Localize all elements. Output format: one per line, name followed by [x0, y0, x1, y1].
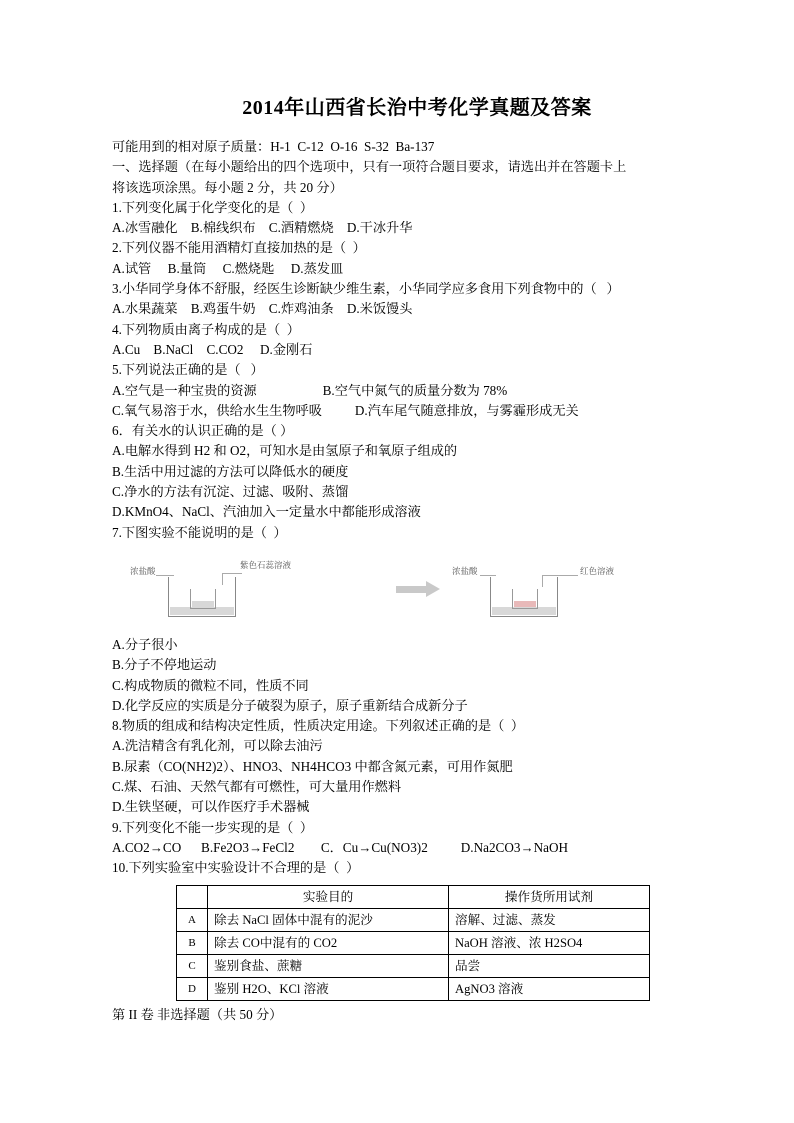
question-9: 9.下列变化不能一步实现的是（ ）: [112, 819, 314, 835]
table-cell-index: B: [177, 931, 208, 954]
question-6-option-d: D.KMnO4、NaCl、汽油加入一定量水中都能形成溶液: [112, 504, 421, 520]
leader-line: [222, 573, 242, 574]
question-7-option-d: D.化学反应的实质是分子破裂为原子，原子重新结合成新分子: [112, 697, 468, 713]
question-6: 6．有关水的认识正确的是（ ）: [112, 423, 294, 439]
leader-line: [542, 575, 578, 576]
experiment-figure: [112, 549, 722, 631]
question-1-options: A.冰雪融化 B.棉线织布 C.酒精燃烧 D.干冰升华: [112, 220, 413, 236]
question-5-option-cd: C.氧气易溶于水，供给水生生物呼吸 D.汽车尾气随意排放，与雾霾形成无关: [112, 402, 579, 418]
leader-line: [542, 575, 543, 587]
table-cell-reagent: NaOH 溶液、浓 H2SO4: [449, 931, 650, 954]
leader-line: [222, 573, 223, 585]
table-cell-index: D: [177, 977, 208, 1000]
table-header-reagent: 操作货所用试剂: [449, 885, 650, 908]
question-3: 3.小华同学身体不舒服，经医生诊断缺少维生素，小华同学应多食用下列食物中的（ ）: [112, 281, 620, 297]
table-row: [177, 931, 650, 954]
table-cell-purpose: 鉴别食盐、蔗糖: [208, 954, 449, 977]
figure-label-litmus: 紫色石蕊溶液: [240, 559, 292, 570]
table-cell-index: A: [177, 908, 208, 931]
figure-label-right-acid: 浓盐酸: [452, 565, 478, 576]
question-6-option-c: C.净水的方法有沉淀、过滤、吸附、蒸馏: [112, 484, 349, 500]
question-8: 8.物质的组成和结构决定性质，性质决定用途。下列叙述正确的是（ ）: [112, 718, 525, 734]
inner-cup-right-liquid: [514, 601, 536, 607]
table-cell-purpose: 鉴别 H2O、KCl 溶液: [208, 977, 449, 1000]
experiment-design-table: [176, 885, 650, 1001]
question-5-option-ab: A.空气是一种宝贵的资源 B.空气中氮气的质量分数为 78%: [112, 382, 508, 398]
question-7-option-b: B.分子不停地运动: [112, 657, 217, 673]
question-2: 2.下列仪器不能用酒精灯直接加热的是（ ）: [112, 240, 366, 256]
body-line: 可能用到的相对原子质量：H-1 C-12 O-16 S-32 Ba-137: [112, 139, 435, 154]
question-8-option-b: B.尿素（CO(NH2)2）、HNO3、NH4HCO3 中都含氮元素，可用作氮肥: [112, 758, 513, 774]
question-4-options: A.Cu B.NaCl C.CO2 D.金刚石: [112, 341, 313, 357]
question-3-options: A.水果蔬菜 B.鸡蛋牛奶 C.炸鸡油条 D.米饭馒头: [112, 301, 413, 317]
table-header-row: [177, 885, 650, 908]
question-2-options: A.试管 B.量筒 C.燃烧匙 D.蒸发皿: [112, 260, 344, 276]
leader-line: [156, 575, 174, 576]
table-row: [177, 954, 650, 977]
question-5: 5.下列说法正确的是（ ）: [112, 362, 264, 378]
table-cell-reagent: AgNO3 溶液: [449, 977, 650, 1000]
table-header-blank: [177, 885, 208, 908]
figure-label-red-solution: 红色溶液: [580, 565, 615, 576]
question-8-option-d: D.生铁坚硬，可以作医疗手术器械: [112, 799, 310, 815]
table-row: [177, 977, 650, 1000]
body-line: 将该选项涂黑。每小题 2 分，共 20 分）: [112, 179, 343, 195]
question-7-option-c: C.构成物质的微粒不同，性质不同: [112, 677, 309, 693]
inner-cup-left-liquid: [192, 601, 214, 607]
table-row: [177, 908, 650, 931]
table-cell-reagent: 溶解、过滤、蒸发: [449, 908, 650, 931]
page-title: 2014年山西省长治中考化学真题及答案: [242, 97, 592, 119]
process-arrow-icon: [396, 583, 442, 595]
question-4: 4.下列物质由离子构成的是（ ）: [112, 321, 300, 337]
body-line: 一、选择题（在每小题给出的四个选项中，只有一项符合题目要求，请选出并在答题卡上: [112, 159, 627, 175]
leader-line: [480, 575, 496, 576]
question-7: 7.下图实验不能说明的是（ ）: [112, 524, 287, 540]
question-10: 10.下列实验室中实验设计不合理的是（ ）: [112, 860, 360, 876]
table-cell-index: C: [177, 954, 208, 977]
table-cell-purpose: 除去 CO中混有的 CO2: [208, 931, 449, 954]
question-7-option-a: A.分子很小: [112, 636, 178, 652]
section-heading-part-2: 第 II 卷 非选择题（共 50 分）: [112, 1006, 283, 1022]
question-8-option-c: C.煤、石油、天然气都有可燃性，可大量用作燃料: [112, 779, 402, 795]
question-1: 1.下列变化属于化学变化的是（ ）: [112, 199, 314, 215]
table-header-purpose: 实验目的: [208, 885, 449, 908]
figure-label-left-acid: 浓盐酸: [130, 565, 156, 576]
question-6-option-a: A.电解水得到 H2 和 O2，可知水是由氢原子和氧原子组成的: [112, 443, 458, 459]
question-8-option-a: A.洗洁精含有乳化剂，可以除去油污: [112, 738, 323, 754]
question-6-option-b: B.生活中用过滤的方法可以降低水的硬度: [112, 463, 349, 479]
table-cell-purpose: 除去 NaCl 固体中混有的泥沙: [208, 908, 449, 931]
question-9-options: A.CO2→CO B.Fe2O3→FeCl2 C．Cu→Cu(NO3)2 D.Na2CO3→NaOH: [112, 839, 569, 855]
table-cell-reagent: 品尝: [449, 954, 650, 977]
